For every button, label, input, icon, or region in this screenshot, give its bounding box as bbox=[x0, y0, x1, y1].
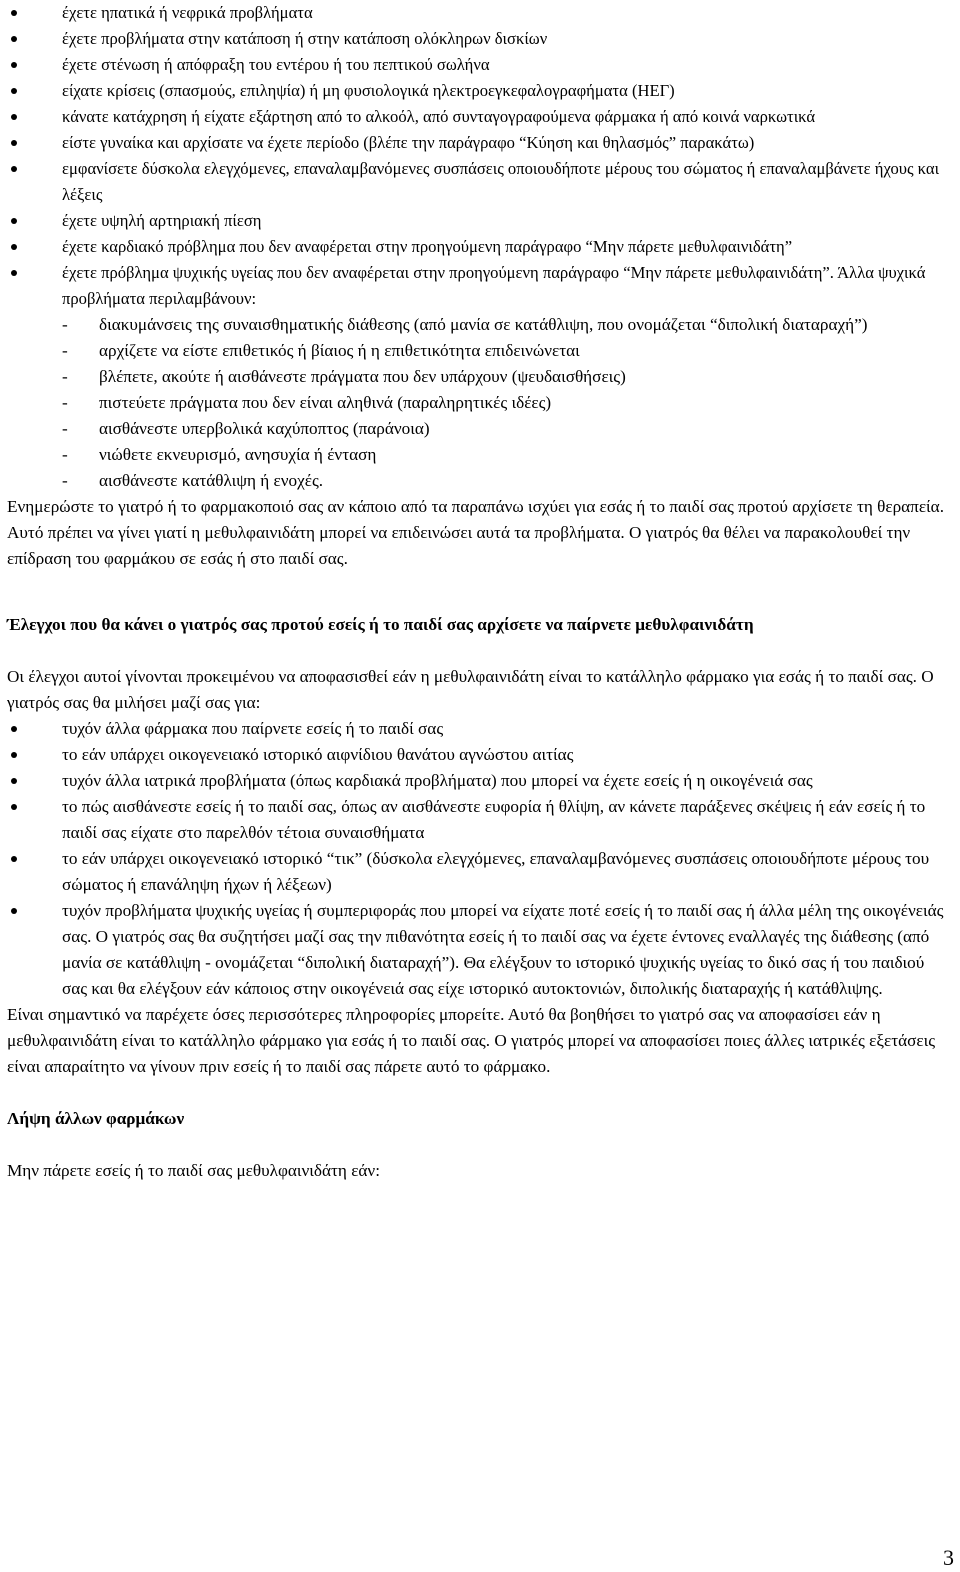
list-item: το εάν υπάρχει οικογενειακό ιστορικό αιφνίδιου θανάτου αγνώστου αιτίας bbox=[0, 742, 948, 768]
paragraph-checks-intro: Οι έλεγχοι αυτοί γίνονται προκειμένου να αποφασισθεί εάν η μεθυλφαινιδάτη είναι το κατάλληλο φάρμακο για εσάς ή το παιδί σας. Ο γιατρός σας θα μιλήσει μαζί σας για: bbox=[7, 667, 934, 712]
list-item: τυχόν άλλα φάρμακα που παίρνετε εσείς ή το παιδί σας bbox=[0, 716, 948, 742]
sublist-item: - βλέπετε, ακούτε ή αισθάνεστε πράγματα που δεν υπάρχουν (ψευδαισθήσεις) bbox=[0, 364, 948, 390]
list-item: τυχόν άλλα ιατρικά προβλήματα (όπως καρδιακά προβλήματα) που μπορεί να έχετε εσείς ή η οικογένειά σας bbox=[0, 768, 948, 794]
list-item: έχετε καρδιακό πρόβλημα που δεν αναφέρεται στην προηγούμενη παράγραφο “Μην πάρετε μεθυλφαινιδάτη” bbox=[0, 234, 948, 260]
sublist-item: - αρχίζετε να είστε επιθετικός ή βίαιος ή η επιθετικότητα επιδεινώνεται bbox=[0, 338, 948, 364]
section-heading-checks: Έλεγχοι που θα κάνει ο γιατρός σας προτού εσείς ή το παιδί σας αρχίσετε να παίρνετε μεθυλφαινιδάτη bbox=[7, 615, 754, 634]
sublist-item: - νιώθετε εκνευρισμό, ανησυχία ή ένταση bbox=[0, 442, 948, 468]
paragraph-do-not-take: Μην πάρετε εσείς ή το παιδί σας μεθυλφαινιδάτη εάν: bbox=[7, 1161, 380, 1180]
section-heading-other-medicines: Λήψη άλλων φαρμάκων bbox=[7, 1109, 185, 1128]
list-item: έχετε πρόβλημα ψυχικής υγείας που δεν αναφέρεται στην προηγούμενη παράγραφο “Μην πάρετε μεθυλφαινιδάτη”. Άλλα ψυχικά προβλήματα περιλαμβάνουν: bbox=[0, 260, 948, 312]
paragraph-inform-doctor: Ενημερώστε το γιατρό ή το φαρμακοποιό σας αν κάποιο από τα παραπάνω ισχύει για εσάς ή το παιδί σας προτού αρχίσετε τη θεραπεία. Αυτό πρέπει να γίνει γιατί η μεθυλφαινιδάτη μπορεί να επιδεινώσει αυτά τα προβλήματα. Ο γιατρός θα θέλει να παρακολουθεί την επίδραση του φαρμάκου σε εσάς ή στο παιδί σας. bbox=[7, 497, 944, 568]
list-item: έχετε υψηλή αρτηριακή πίεση bbox=[0, 208, 948, 234]
list-item: τυχόν προβλήματα ψυχικής υγείας ή συμπεριφοράς που μπορεί να είχατε ποτέ εσείς ή το παιδί σας ή άλλα μέλη της οικογένειάς σας. Ο γιατρός σας θα συζητήσει μαζί σας την πιθανότητα εσείς ή το παιδί σας να έχετε έντονες εναλλαγές της διάθεσης (από μανία σε κατάθλιψη - ονομάζεται “διπολική διαταραχή”). Θα ελέγξουν το ιστορικό ψυχικής υγείας το δικό σας ή του παιδιού σας και θα ελέγξουν εάν κάποιος στην οικογένειά σας είχε ιστορικό αυτοκτονιών, διπολικής διαταραχής ή κατάθλιψης. bbox=[0, 898, 948, 1002]
paragraph-importance: Είναι σημαντικό να παρέχετε όσες περισσότερες πληροφορίες μπορείτε. Αυτό θα βοηθήσει το γιατρό σας να αποφασίσει εάν η μεθυλφαινιδάτη είναι το κατάλληλο φάρμακο για εσάς ή το παιδί σας. Ο γιατρός μπορεί να αποφασίσει ποιες άλλες ιατρικές εξετάσεις είναι απαραίτητο να γίνουν πριν εσείς ή το παιδί σας πάρετε αυτό το φάρμακο. bbox=[7, 1005, 936, 1076]
sublist-item: - διακυμάνσεις της συναισθηματικής διάθεσης (από μανία σε κατάθλιψη, που ονομάζεται “διπολική διαταραχή”) bbox=[0, 312, 948, 338]
sublist-item: - αισθάνεστε υπερβολικά καχύποπτος (παράνοια) bbox=[0, 416, 948, 442]
list-item: κάνατε κατάχρηση ή είχατε εξάρτηση από το αλκοόλ, από συνταγογραφούμενα φάρμακα ή από κοινά ναρκωτικά bbox=[0, 104, 948, 130]
list-item: το πώς αισθάνεστε εσείς ή το παιδί σας, όπως αν αισθάνεστε ευφορία ή θλίψη, αν κάνετε παράξενες σκέψεις ή εάν εσείς ή το παιδί σας είχατε στο παρελθόν τέτοια συναισθήματα bbox=[0, 794, 948, 846]
list-item: είστε γυναίκα και αρχίσατε να έχετε περίοδο (βλέπε την παράγραφο “Κύηση και θηλασμός” παρακάτω) bbox=[0, 130, 948, 156]
list-item: έχετε προβλήματα στην κατάποση ή στην κατάποση ολόκληρων δισκίων bbox=[0, 26, 948, 52]
mental-health-sublist bbox=[0, 312, 948, 494]
precautions-list bbox=[0, 0, 948, 312]
sublist-item: - αισθάνεστε κατάθλιψη ή ενοχές. bbox=[0, 468, 948, 494]
list-item: έχετε στένωση ή απόφραξη του εντέρου ή του πεπτικού σωλήνα bbox=[0, 52, 948, 78]
list-item: είχατε κρίσεις (σπασμούς, επιληψία) ή μη φυσιολογικά ηλεκτροεγκεφαλογραφήματα (ΗΕΓ) bbox=[0, 78, 948, 104]
sublist-item: - πιστεύετε πράγματα που δεν είναι αληθινά (παραληρητικές ιδέες) bbox=[0, 390, 948, 416]
list-item: εμφανίσετε δύσκολα ελεγχόμενες, επαναλαμβανόμενες συσπάσεις οποιουδήποτε μέρους του σώματος ή επαναλαμβάνετε ήχους και λέξεις bbox=[0, 156, 948, 208]
list-item: το εάν υπάρχει οικογενειακό ιστορικό “τικ” (δύσκολα ελεγχόμενες, επαναλαμβανόμενες συσπάσεις οποιουδήποτε μέρους του σώματος ή επανάληψη ήχων ή λέξεων) bbox=[0, 846, 948, 898]
doctor-topics-list bbox=[0, 716, 948, 1002]
list-item: έχετε ηπατικά ή νεφρικά προβλήματα bbox=[0, 0, 948, 26]
page-number: 3 bbox=[943, 1545, 954, 1570]
